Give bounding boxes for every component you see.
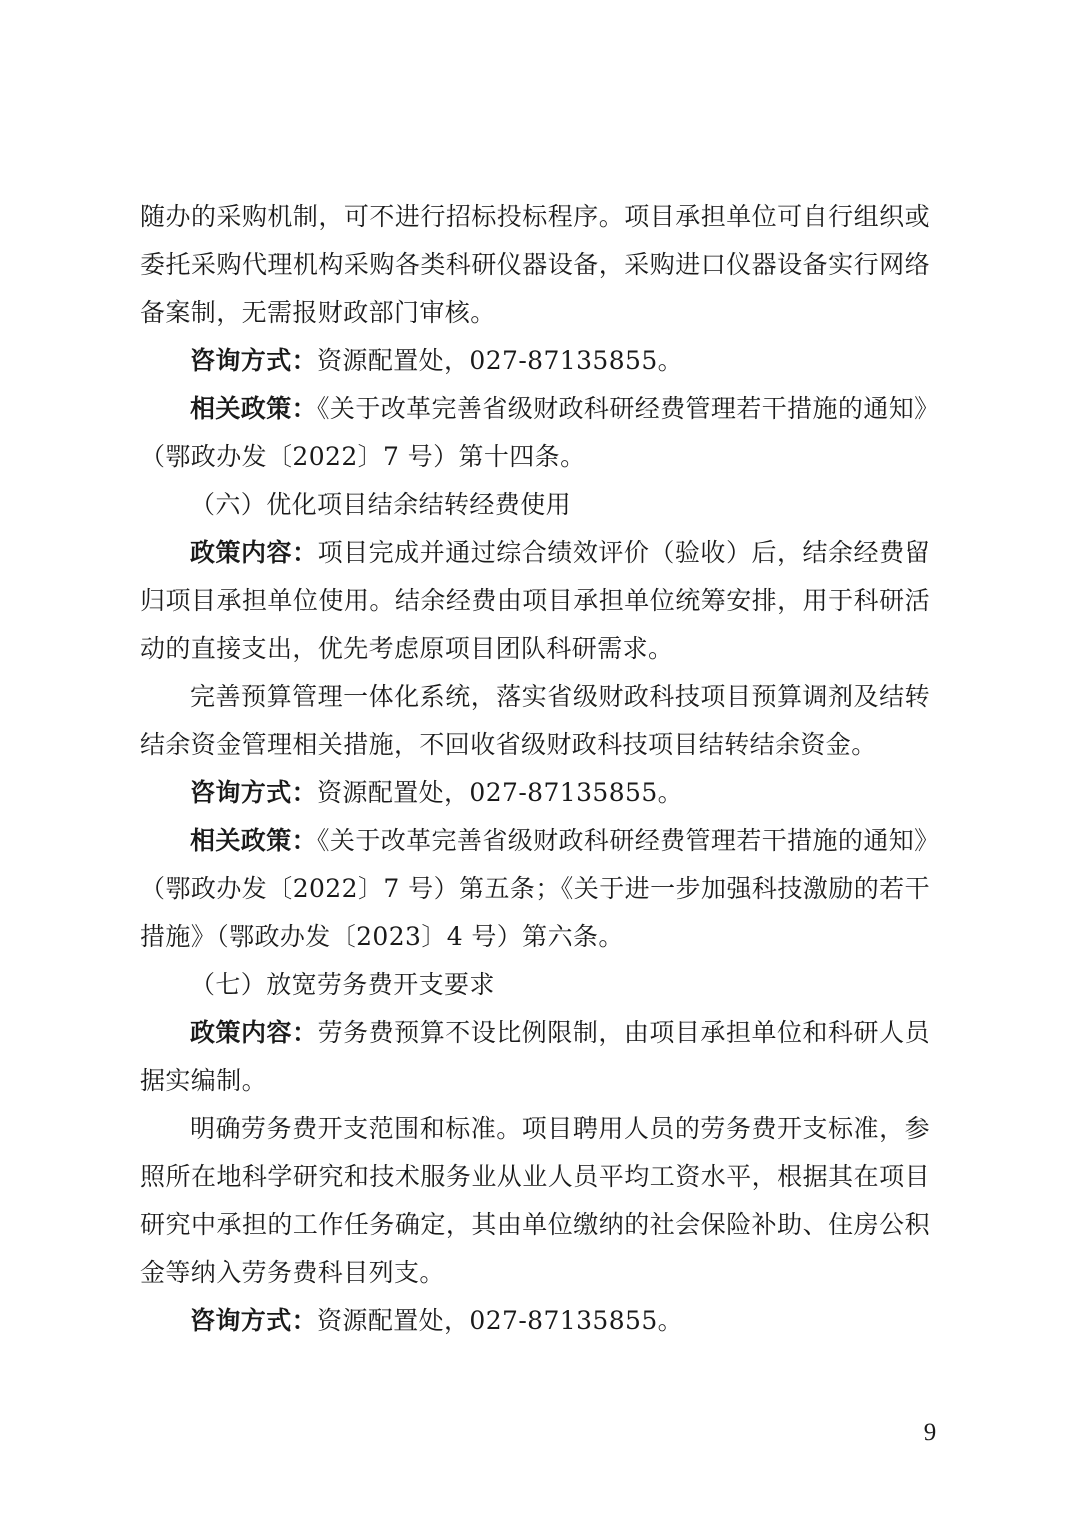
text-line: 金等纳入劳务费科目列支。 xyxy=(140,1258,445,1287)
text-line: 照所在地科学研究和技术服务业从业人员平均工资水平，根据其在项目 xyxy=(140,1162,930,1191)
consult-label: 咨询方式： xyxy=(190,778,318,807)
document-body xyxy=(140,193,940,1345)
consult-label: 咨询方式： xyxy=(190,1306,318,1335)
paragraph-procurement-continued xyxy=(140,193,930,337)
page-number: 9 xyxy=(923,1419,937,1446)
text-line: 委托采购代理机构采购各类科研仪器设备，采购进口仪器设备实行网络 xyxy=(140,250,930,279)
text-line: 措施》（鄂政办发〔2023〕4 号）第六条。 xyxy=(140,922,624,951)
related-policy-label: 相关政策： xyxy=(190,394,318,423)
consult-label: 咨询方式： xyxy=(190,346,318,375)
policy-content-text: 劳务费预算不设比例限制，由项目承担单位和科研人员 xyxy=(317,1018,930,1047)
policy-content-paragraph xyxy=(140,1009,930,1105)
section-heading-7: （七）放宽劳务费开支要求 xyxy=(190,970,495,999)
text-line: （鄂政办发〔2022〕7 号）第十四条。 xyxy=(140,442,586,471)
text-line: 随办的采购机制，可不进行招标投标程序。项目承担单位可自行组织或 xyxy=(140,202,930,231)
related-policy-paragraph xyxy=(140,817,940,961)
text-line: 备案制，无需报财政部门审核。 xyxy=(140,298,496,327)
consult-value: 资源配置处，027-87135855。 xyxy=(317,346,684,375)
consult-value: 资源配置处，027-87135855。 xyxy=(317,1306,684,1335)
text-line: 研究中承担的工作任务确定，其由单位缴纳的社会保险补助、住房公积 xyxy=(140,1210,930,1239)
text-line xyxy=(140,817,940,865)
text-line: 明确劳务费开支范围和标准。项目聘用人员的劳务费开支标准，参 xyxy=(190,1114,930,1143)
text-line: 动的直接支出，优先考虑原项目团队科研需求。 xyxy=(140,634,674,663)
text-line: 据实编制。 xyxy=(140,1066,268,1095)
policy-content-paragraph xyxy=(140,529,930,673)
related-policy-label: 相关政策： xyxy=(190,826,318,855)
consult-line xyxy=(140,1297,930,1345)
consult-line xyxy=(140,337,930,385)
paragraph-labor-cost-standard xyxy=(140,1105,930,1297)
text-line xyxy=(140,385,940,433)
policy-content-text: 项目完成并通过综合绩效评价（验收）后，结余经费留 xyxy=(317,538,930,567)
paragraph-budget-system xyxy=(140,673,930,769)
text-line xyxy=(140,529,930,577)
text-line: （鄂政办发〔2022〕7 号）第五条；《关于进一步加强科技激励的若干 xyxy=(140,874,930,903)
text-line: 完善预算管理一体化系统，落实省级财政科技项目预算调剂及结转 xyxy=(190,682,930,711)
related-policy-text: 《关于改革完善省级财政科研经费管理若干措施的通知》 xyxy=(317,394,940,423)
text-line: 结余资金管理相关措施，不回收省级财政科技项目结转结余资金。 xyxy=(140,730,877,759)
related-policy-paragraph xyxy=(140,385,940,481)
text-line: 归项目承担单位使用。结余经费由项目承担单位统筹安排，用于科研活 xyxy=(140,586,930,615)
policy-content-label: 政策内容： xyxy=(190,1018,318,1047)
consult-line xyxy=(140,769,930,817)
policy-content-label: 政策内容： xyxy=(190,538,318,567)
consult-value: 资源配置处，027-87135855。 xyxy=(317,778,684,807)
text-line xyxy=(140,1009,930,1057)
section-heading-6: （六）优化项目结余结转经费使用 xyxy=(190,490,572,519)
related-policy-text: 《关于改革完善省级财政科研经费管理若干措施的通知》 xyxy=(317,826,940,855)
